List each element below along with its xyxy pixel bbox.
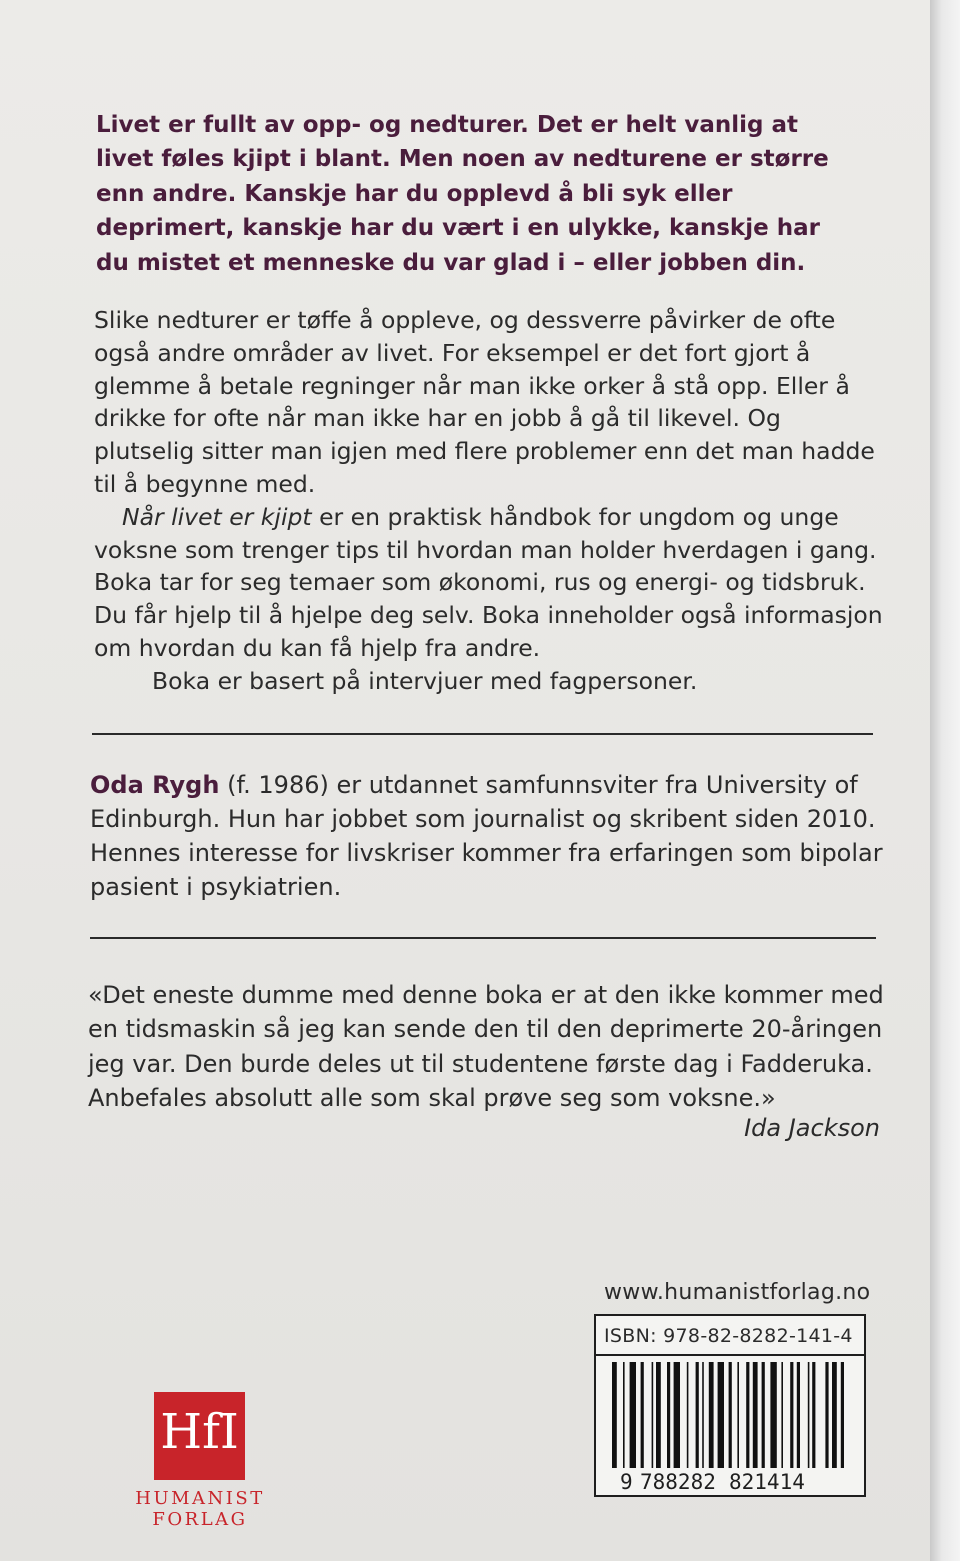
barcode-box xyxy=(594,1314,866,1497)
barcode-bar xyxy=(630,1362,636,1468)
barcode-digits-left: 788282 xyxy=(640,1470,716,1494)
barcode-bar xyxy=(762,1362,765,1468)
barcode-bar xyxy=(612,1362,617,1486)
barcode-bar xyxy=(737,1362,739,1486)
author-bio-text: (f. 1986) er utdannet samfunnsviter fra University of Edinburgh. Hun har jobbet som journalist og skribent siden 2010. Hennes interesse for livskriser kommer fra erfaringen som bipolar pasient i psykiatrien. xyxy=(90,771,883,901)
barcode-bar xyxy=(652,1362,654,1468)
barcode-digits-right: 821414 xyxy=(729,1470,805,1494)
barcode-bar xyxy=(729,1362,732,1486)
barcode-bar xyxy=(808,1362,810,1468)
divider-1 xyxy=(92,733,873,735)
barcode-bar xyxy=(667,1362,670,1468)
barcode-bars xyxy=(612,1362,844,1486)
author-name: Oda Rygh xyxy=(90,771,220,799)
barcode-bar xyxy=(718,1362,724,1468)
quote-attribution: Ida Jackson xyxy=(744,1114,880,1142)
barcode-bar xyxy=(702,1362,704,1468)
barcode-bar xyxy=(825,1362,828,1468)
publisher-logo xyxy=(154,1392,245,1480)
spine-edge xyxy=(930,0,960,1561)
publisher-name: HUMANIST FORLAG xyxy=(135,1488,265,1530)
barcode-bar xyxy=(687,1362,689,1468)
blurb-section xyxy=(94,304,884,698)
review-quote: «Det eneste dumme med denne boka er at den ikke kommer med en tidsmaskin så jeg kan sende den til den deprimerte 20-åringen jeg var. Den burde deles ut til studentene første dag i Fadderuka. Anbefales absolutt alle som skal prøve seg som voksne.» xyxy=(88,981,884,1112)
barcode-bar xyxy=(746,1362,749,1468)
barcode-bar xyxy=(841,1362,844,1486)
barcode-bar xyxy=(753,1362,758,1468)
logo-glyph: HfI xyxy=(160,1404,239,1460)
barcode-bar xyxy=(696,1362,699,1468)
barcode-bar xyxy=(797,1362,800,1468)
blurb-paragraph-2 xyxy=(94,501,884,665)
barcode-bar xyxy=(674,1362,680,1468)
barcode-digit-first: 9 xyxy=(620,1470,633,1494)
author-bio xyxy=(90,768,890,904)
publisher-url: www.humanistforlag.no xyxy=(604,1280,871,1305)
barcode xyxy=(596,1356,864,1495)
blurb-paragraph-1: Slike nedturer er tøffe å oppleve, og dessverre påvirker de ofte også andre områder av livet. For eksempel er det fort gjort å glemme å betale regninger når man ikke orker å stå opp. Eller å drikke for ofte når man ikke har en jobb å gå til likevel. Og plutselig sitter man igjen med flere problemer enn det man hadde til å begynne med. xyxy=(94,306,875,498)
isbn-label: ISBN: 978-82-8282-141-4 xyxy=(596,1316,864,1356)
barcode-bar xyxy=(790,1362,793,1468)
barcode-bar xyxy=(812,1362,815,1468)
blurb-paragraph-3: Boka er basert på intervjuer med fagpersoner. xyxy=(152,666,698,695)
barcode-bar xyxy=(623,1362,625,1486)
barcode-bar xyxy=(770,1362,776,1468)
barcode-bar xyxy=(656,1362,661,1468)
barcode-bar xyxy=(709,1362,714,1468)
divider-2 xyxy=(90,937,876,939)
barcode-bar xyxy=(641,1362,644,1468)
blurb-paragraph-2-text: er en praktisk håndbok for ungdom og unge voksne som trenger tips til hvordan man holder hverdagen i gang. Boka tar for seg temaer som økonomi, rus og energi- og tidsbruk. Du får hjelp til å hjelpe deg selv. Boka inneholder også informasjon om hvordan du kan få hjelp fra andre. xyxy=(94,502,883,662)
book-title-italic: Når livet er kjipt xyxy=(122,502,312,531)
barcode-bar xyxy=(781,1362,783,1468)
barcode-bar xyxy=(832,1362,837,1486)
intro-paragraph: Livet er fullt av opp- og nedturer. Det er helt vanlig at livet føles kjipt i blant. Men noen av nedturene er større enn andre. Kanskje har du opplevd å bli syk eller deprimert, kanskje har du vært i en ulykke, kanskje har du mistet et menneske du var glad i – eller jobben din. xyxy=(96,112,829,276)
